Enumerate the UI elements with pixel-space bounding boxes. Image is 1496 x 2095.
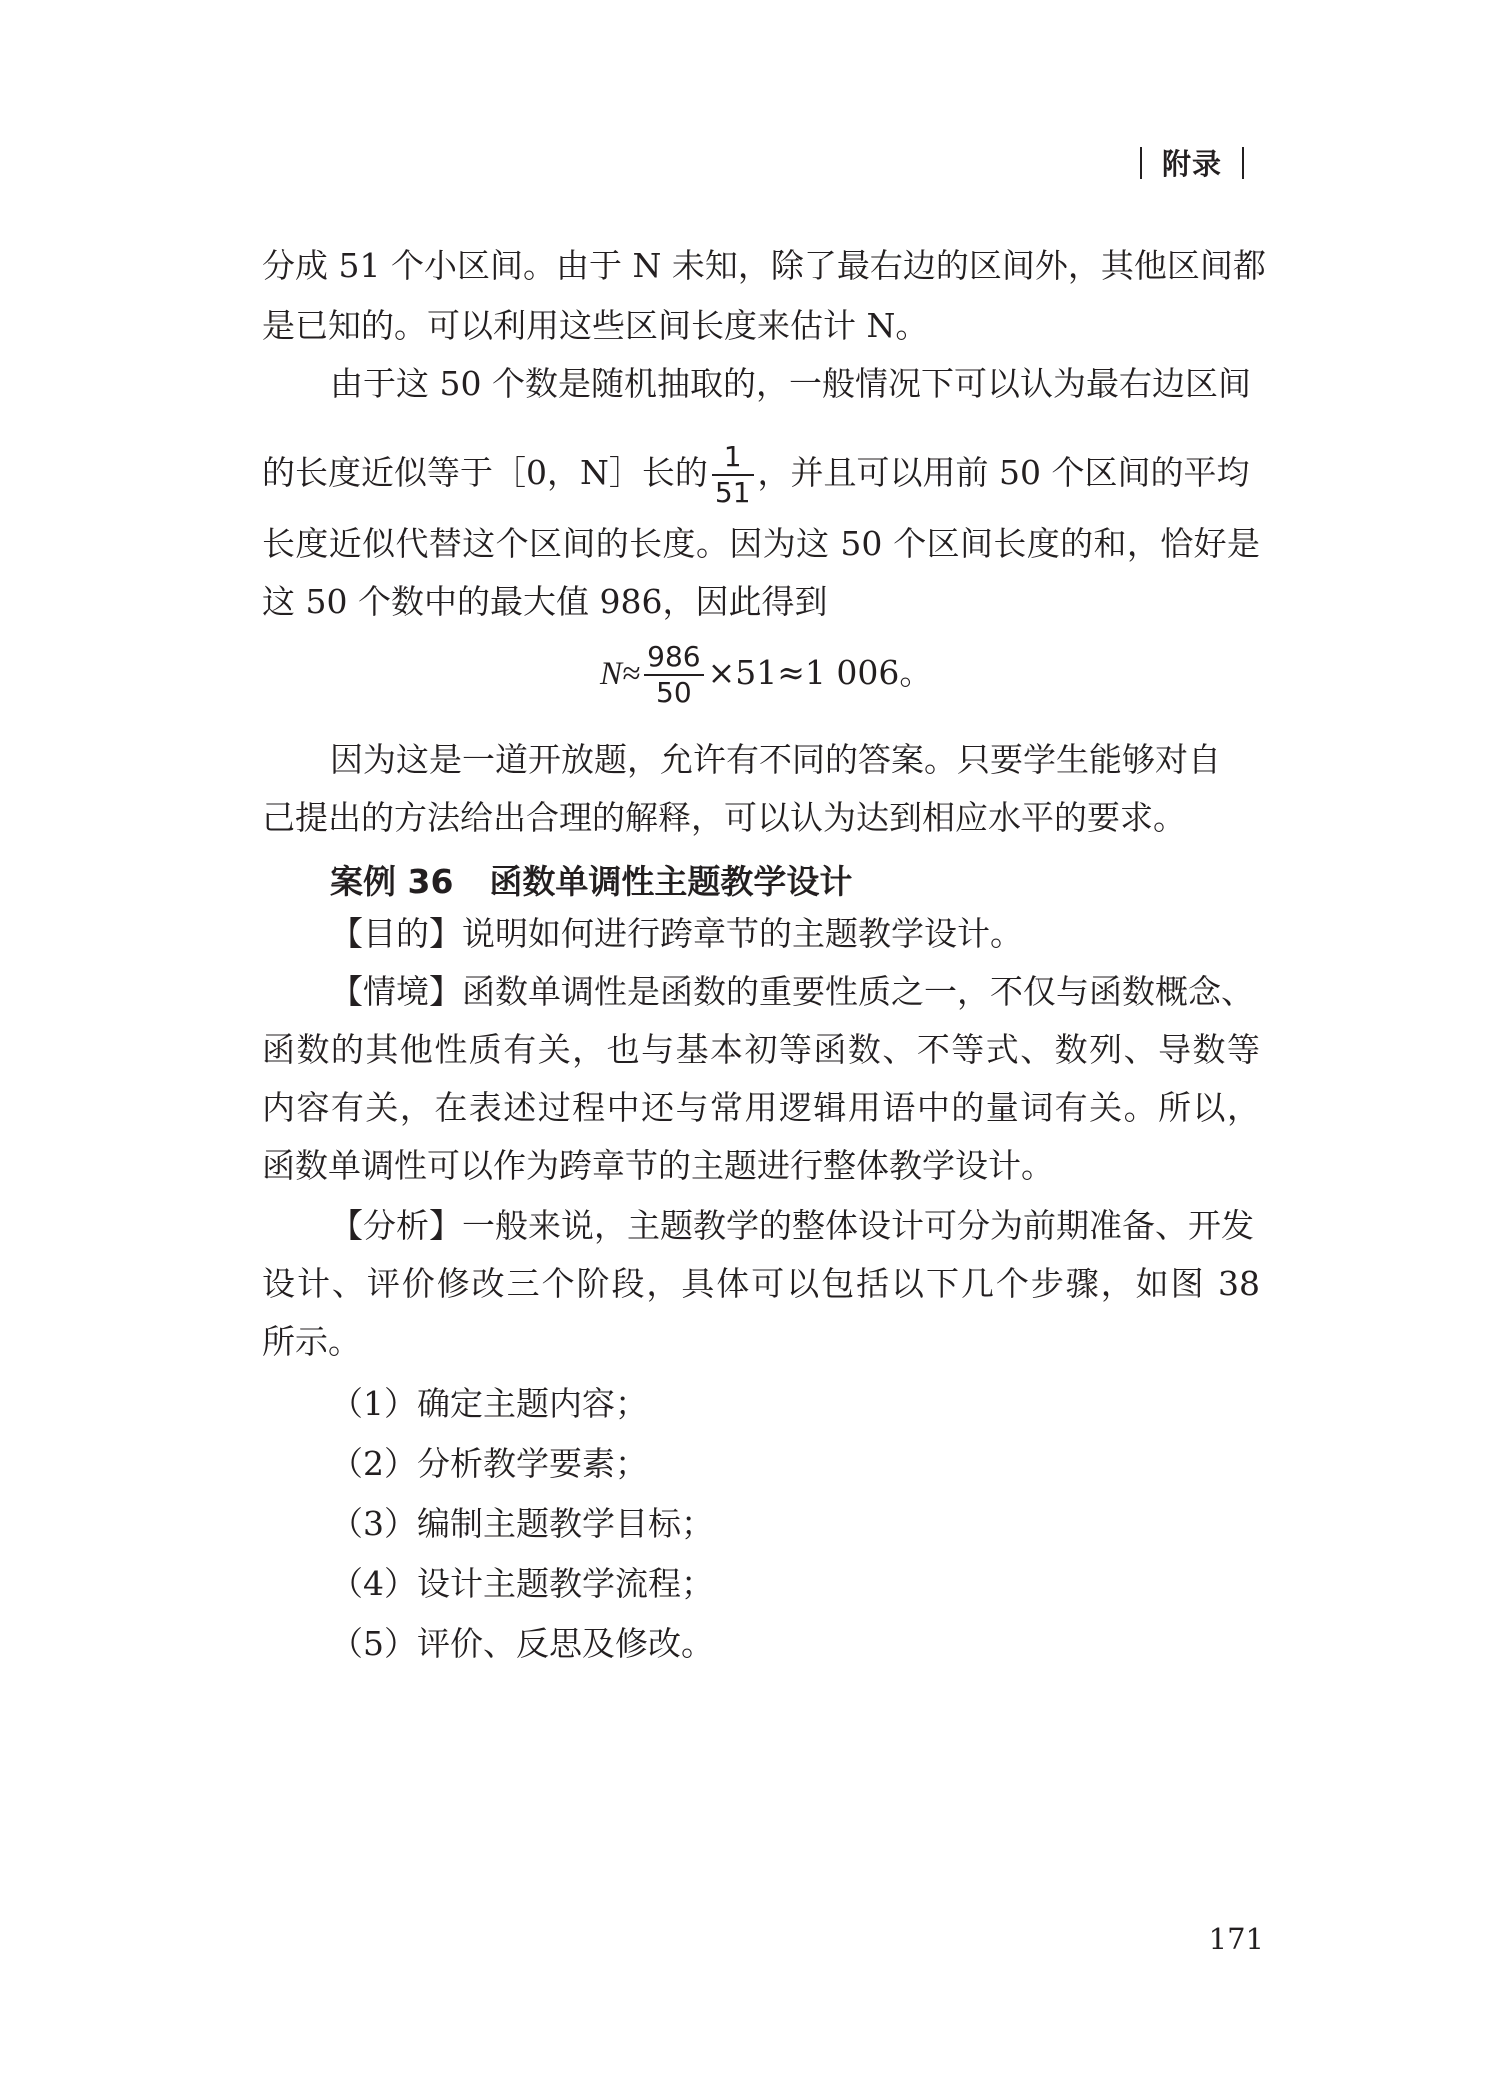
step-item: （5）评价、反思及修改。	[330, 1624, 714, 1663]
purpose-text: 【目的】说明如何进行跨章节的主题教学设计。	[330, 914, 1023, 953]
situation-line3: 内容有关，在表述过程中还与常用逻辑用语中的量词有关。所以，	[262, 1088, 1260, 1127]
running-header	[1120, 142, 1264, 183]
para2-line2-pre: 的长度近似等于［0，N］长的	[262, 453, 708, 492]
para2-line2-post: ，并且可以用前 50 个区间的平均	[757, 453, 1250, 492]
estimate-formula	[600, 640, 932, 710]
para2-line4: 这 50 个数中的最大值 986，因此得到	[262, 582, 828, 621]
case-number: 案例 36	[330, 862, 454, 901]
step-item: （2）分析教学要素；	[330, 1444, 648, 1483]
analysis-line1: 【分析】一般来说，主题教学的整体设计可分为前期准备、开发	[330, 1206, 1254, 1245]
para3-line1: 因为这是一道开放题，允许有不同的答案。只要学生能够对自	[330, 740, 1221, 779]
step-item: （4）设计主题教学流程；	[330, 1564, 714, 1603]
situation-line4: 函数单调性可以作为跨章节的主题进行整体教学设计。	[262, 1146, 1054, 1185]
case-title: 函数单调性主题教学设计	[489, 862, 853, 901]
para1-line2: 是已知的。可以利用这些区间长度来估计 N。	[262, 306, 929, 345]
step-item: （1）确定主题内容；	[330, 1384, 648, 1423]
formula-rhs: ×51≈1 006。	[707, 653, 933, 692]
formula-denominator: 50	[656, 676, 692, 709]
formula-numerator: 986	[644, 640, 703, 676]
header-title: 附录	[1161, 147, 1222, 181]
case-heading	[330, 856, 852, 903]
para2-line1: 由于这 50 个数是随机抽取的，一般情况下可以认为最右边区间	[330, 364, 1251, 403]
fraction-denominator: 51	[714, 476, 751, 509]
para2-line2	[262, 440, 1250, 510]
fraction-numerator: 1	[712, 440, 754, 476]
analysis-line2: 设计、评价修改三个阶段，具体可以包括以下几个步骤，如图 38	[262, 1264, 1260, 1303]
header-divider-left	[1140, 147, 1142, 179]
fraction-one-over-51	[712, 440, 754, 510]
para2-line3: 长度近似代替这个区间的长度。因为这 50 个区间长度的和，恰好是	[262, 524, 1260, 563]
formula-fraction	[644, 640, 703, 710]
header-divider-right	[1242, 147, 1244, 179]
page-number: 171	[1208, 1922, 1264, 1956]
formula-lhs: N≈	[600, 656, 641, 692]
situation-line2: 函数的其他性质有关，也与基本初等函数、不等式、数列、导数等	[262, 1030, 1260, 1069]
para1-line1: 分成 51 个小区间。由于 N 未知，除了最右边的区间外，其他区间都	[262, 246, 1266, 285]
step-item: （3）编制主题教学目标；	[330, 1504, 714, 1543]
analysis-line3: 所示。	[262, 1322, 361, 1361]
para3-line2: 己提出的方法给出合理的解释，可以认为达到相应水平的要求。	[262, 798, 1186, 837]
situation-line1: 【情境】函数单调性是函数的重要性质之一，不仅与函数概念、	[330, 972, 1254, 1011]
